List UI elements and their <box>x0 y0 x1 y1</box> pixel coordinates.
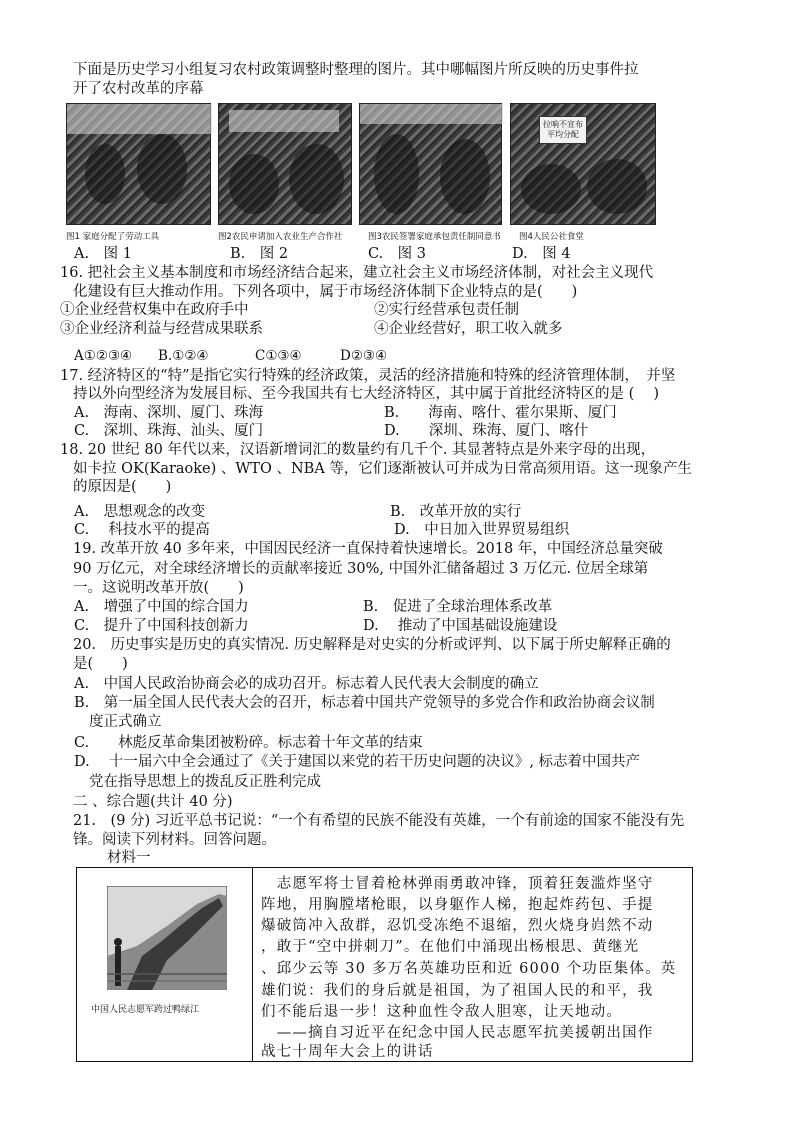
q17-option-c: C. 深圳、珠海、汕头、厦门 <box>74 423 264 439</box>
q20-option-b-line1: B. 第一届全国人民代表大会的召开，标志着中国共产党领导的多党合作和政治协商会议制 <box>74 695 655 711</box>
q17-option-a: A. 海南、深圳、厦门、珠海 <box>74 405 264 421</box>
q16-line2: 化建设有巨大推动作用。下列各项中，属于市场经济体制下企业特点的是( ) <box>73 284 578 300</box>
q15-photo-3 <box>359 103 502 225</box>
q21-line1: 21. (9 分) 习近平总书记说：“一个有希望的民族不能没有英雄，一个有前途的国家不能没有先 <box>73 813 685 829</box>
q20-option-c: C. 林彪反革命集团被粉碎。标志着十年文革的结束 <box>74 735 423 751</box>
q20-line1: 20. 历史事实是历史的真实情况. 历史解释是对史实的分析或评判、以下属于所史解释正确的 <box>73 637 671 653</box>
q19-option-c: C. 提升了中国科技创新力 <box>74 618 249 634</box>
q19-line3: 一。这说明改革开放( ) <box>73 580 244 596</box>
q15-caption-1: 图1 家庭分配了劳动工具 <box>66 232 160 242</box>
material-text-line-5: 、邱少云等 30 多万名英雄功臣和近 6000 个功臣集体。英 <box>261 961 677 977</box>
q18-option-d: D. 中日加入世界贸易组织 <box>394 522 570 538</box>
material-image-caption: 中国人民志愿军跨过鸭绿江 <box>91 1005 200 1015</box>
q21-line2: 锋。阅读下列材料。回答问题。 <box>73 832 276 848</box>
q19-option-d: D. 推动了中国基础设施建设 <box>363 618 558 634</box>
q15-photo-strip <box>66 103 656 225</box>
q20-line2: 是( ) <box>73 656 128 672</box>
material-one-box <box>76 867 693 1062</box>
q16-item-2: ②实行经营承包责任制 <box>374 302 519 318</box>
q15-option-b: B. 图 2 <box>230 246 289 262</box>
q18-option-b: B. 改革开放的实行 <box>390 504 522 520</box>
material-text-line-7: 们不能后退一步！这种血性令敌人胆寒，让天地动。 <box>261 1004 623 1020</box>
q20-option-d-line2: 党在指导思想上的拨乱反正胜利完成 <box>89 774 321 790</box>
q20-option-d-line1: D. 十一届六中全会通过了《关于建国以来党的若干历史问题的决议》, 标志着中国共产 <box>74 754 641 770</box>
q20-option-b-line2: 度正式确立 <box>89 714 162 730</box>
q18-line3: 的原因是( ) <box>73 479 172 495</box>
q16-option-a: A①②③④ <box>74 348 133 364</box>
q18-line2: 如卡拉 OK(Karaoke) 、WTO 、NBA 等，它们逐渐被认可并成为日常高须用语。这一现象产生 <box>73 461 692 477</box>
q19-option-b: B. 促进了全球治理体系改革 <box>363 599 553 615</box>
q15-caption-4: 图4人民公社食堂 <box>519 232 584 242</box>
q15-caption-3: 图3农民签署家庭承包责任制同意书 <box>368 232 501 242</box>
material-divider <box>252 868 253 1061</box>
q17-option-d: D. 深圳、珠海、厦门、喀什 <box>384 423 589 439</box>
q15-option-a: A. 图 1 <box>74 246 132 262</box>
q16-item-1: ①企业经营权集中在政府手中 <box>60 302 249 318</box>
q16-option-c: C①③④ <box>255 348 302 364</box>
volunteer-army-image <box>107 886 227 990</box>
material-text-line-3: 爆破筒冲入敌群，忍饥受冻绝不退缩，烈火烧身岿然不动 <box>261 918 654 934</box>
q19-option-a: A. 增强了中国的综合国力 <box>74 599 249 615</box>
material-text-line-8: ——摘自习近平在纪念中国人民志愿军抗美援朝出国作 <box>261 1025 654 1041</box>
q20-option-a: A. 中国人民政治协商会必的成功召开。标志着人民代表大会制度的确立 <box>74 676 539 692</box>
q18-option-c: C. 科技水平的提高 <box>74 522 210 538</box>
material-text-line-4: ，敢于“空中拼刺刀”。在他们中涌现出杨根思、黄继光 <box>261 939 640 955</box>
material-text-line-6: 雄们说：我们的身后就是祖国，为了祖国人民的和平，我 <box>261 983 654 999</box>
q16-item-3: ③企业经济利益与经营成果联系 <box>60 321 263 337</box>
q19-line1: 19. 改革开放 40 多年来，中国因民经济一直保持着快速增长。2018 年，中国经济总量突破 <box>73 541 663 557</box>
q15-photo-2 <box>218 103 352 225</box>
q19-line2: 90 万亿元，对全球经济增长的贡献率接近 30%, 中国外汇储备超过 3 万亿元. 位居全球第 <box>73 561 649 577</box>
q17-option-b: B. 海南、喀什、霍尔果斯、厦门 <box>384 405 617 421</box>
q15-stem-line2: 开了农村改革的序幕 <box>73 81 204 97</box>
q15-photo-1 <box>66 103 211 225</box>
q15-photo-4-sign: 拉响不宣布 平均分配 <box>539 116 587 144</box>
material-text-line-1: 志愿军将士冒着枪林弹雨勇敢冲锋，顶着狂轰滥炸坚守 <box>261 876 654 892</box>
material-label: 材料一 <box>107 850 151 866</box>
material-text-line-2: 阵地，用胸膛堵枪眼，以身躯作人梯，抱起炸药包、手提 <box>261 897 654 913</box>
q17-line1: 17. 经济特区的“特”是指它实行特殊的经济政策，灵活的经济措施和特殊的经济管理体制， 并坚 <box>60 368 676 384</box>
q17-line2: 持以外向型经济为发展目标、至今我国共有七大经济特区，其中属于首批经济特区的是 ( ) <box>73 386 660 402</box>
q18-option-a: A. 思想观念的改变 <box>74 504 206 520</box>
section2-heading: 二 、综合题(共计 40 分) <box>73 794 233 810</box>
q16-option-d: D②③④ <box>340 348 388 364</box>
q15-photo-4 <box>510 103 656 225</box>
q15-option-c: C. 图 3 <box>368 246 427 262</box>
q18-line1: 18. 20 世纪 80 年代以来，汉语新增词汇的数量约有几千个. 其显著特点是外来字母的出现， <box>60 442 656 458</box>
q16-option-b: B.①②④ <box>158 348 209 364</box>
q15-caption-2: 图2农民申请加入农业生产合作社 <box>218 232 343 242</box>
q15-stem-line1: 下面是历史学习小组复习农村政策调整时整理的图片。其中哪幅图片所反映的历史事件拉 <box>73 62 639 78</box>
q15-option-d: D. 图 4 <box>512 246 571 262</box>
q16-item-4: ④企业经营好，职工收入就多 <box>374 321 563 337</box>
material-text-line-9: 战七十周年大会上的讲话 <box>261 1044 434 1060</box>
q16-line1: 16. 把社会主义基本制度和市场经济结合起来，建立社会主义市场经济体制，对社会主义现代 <box>60 265 654 281</box>
